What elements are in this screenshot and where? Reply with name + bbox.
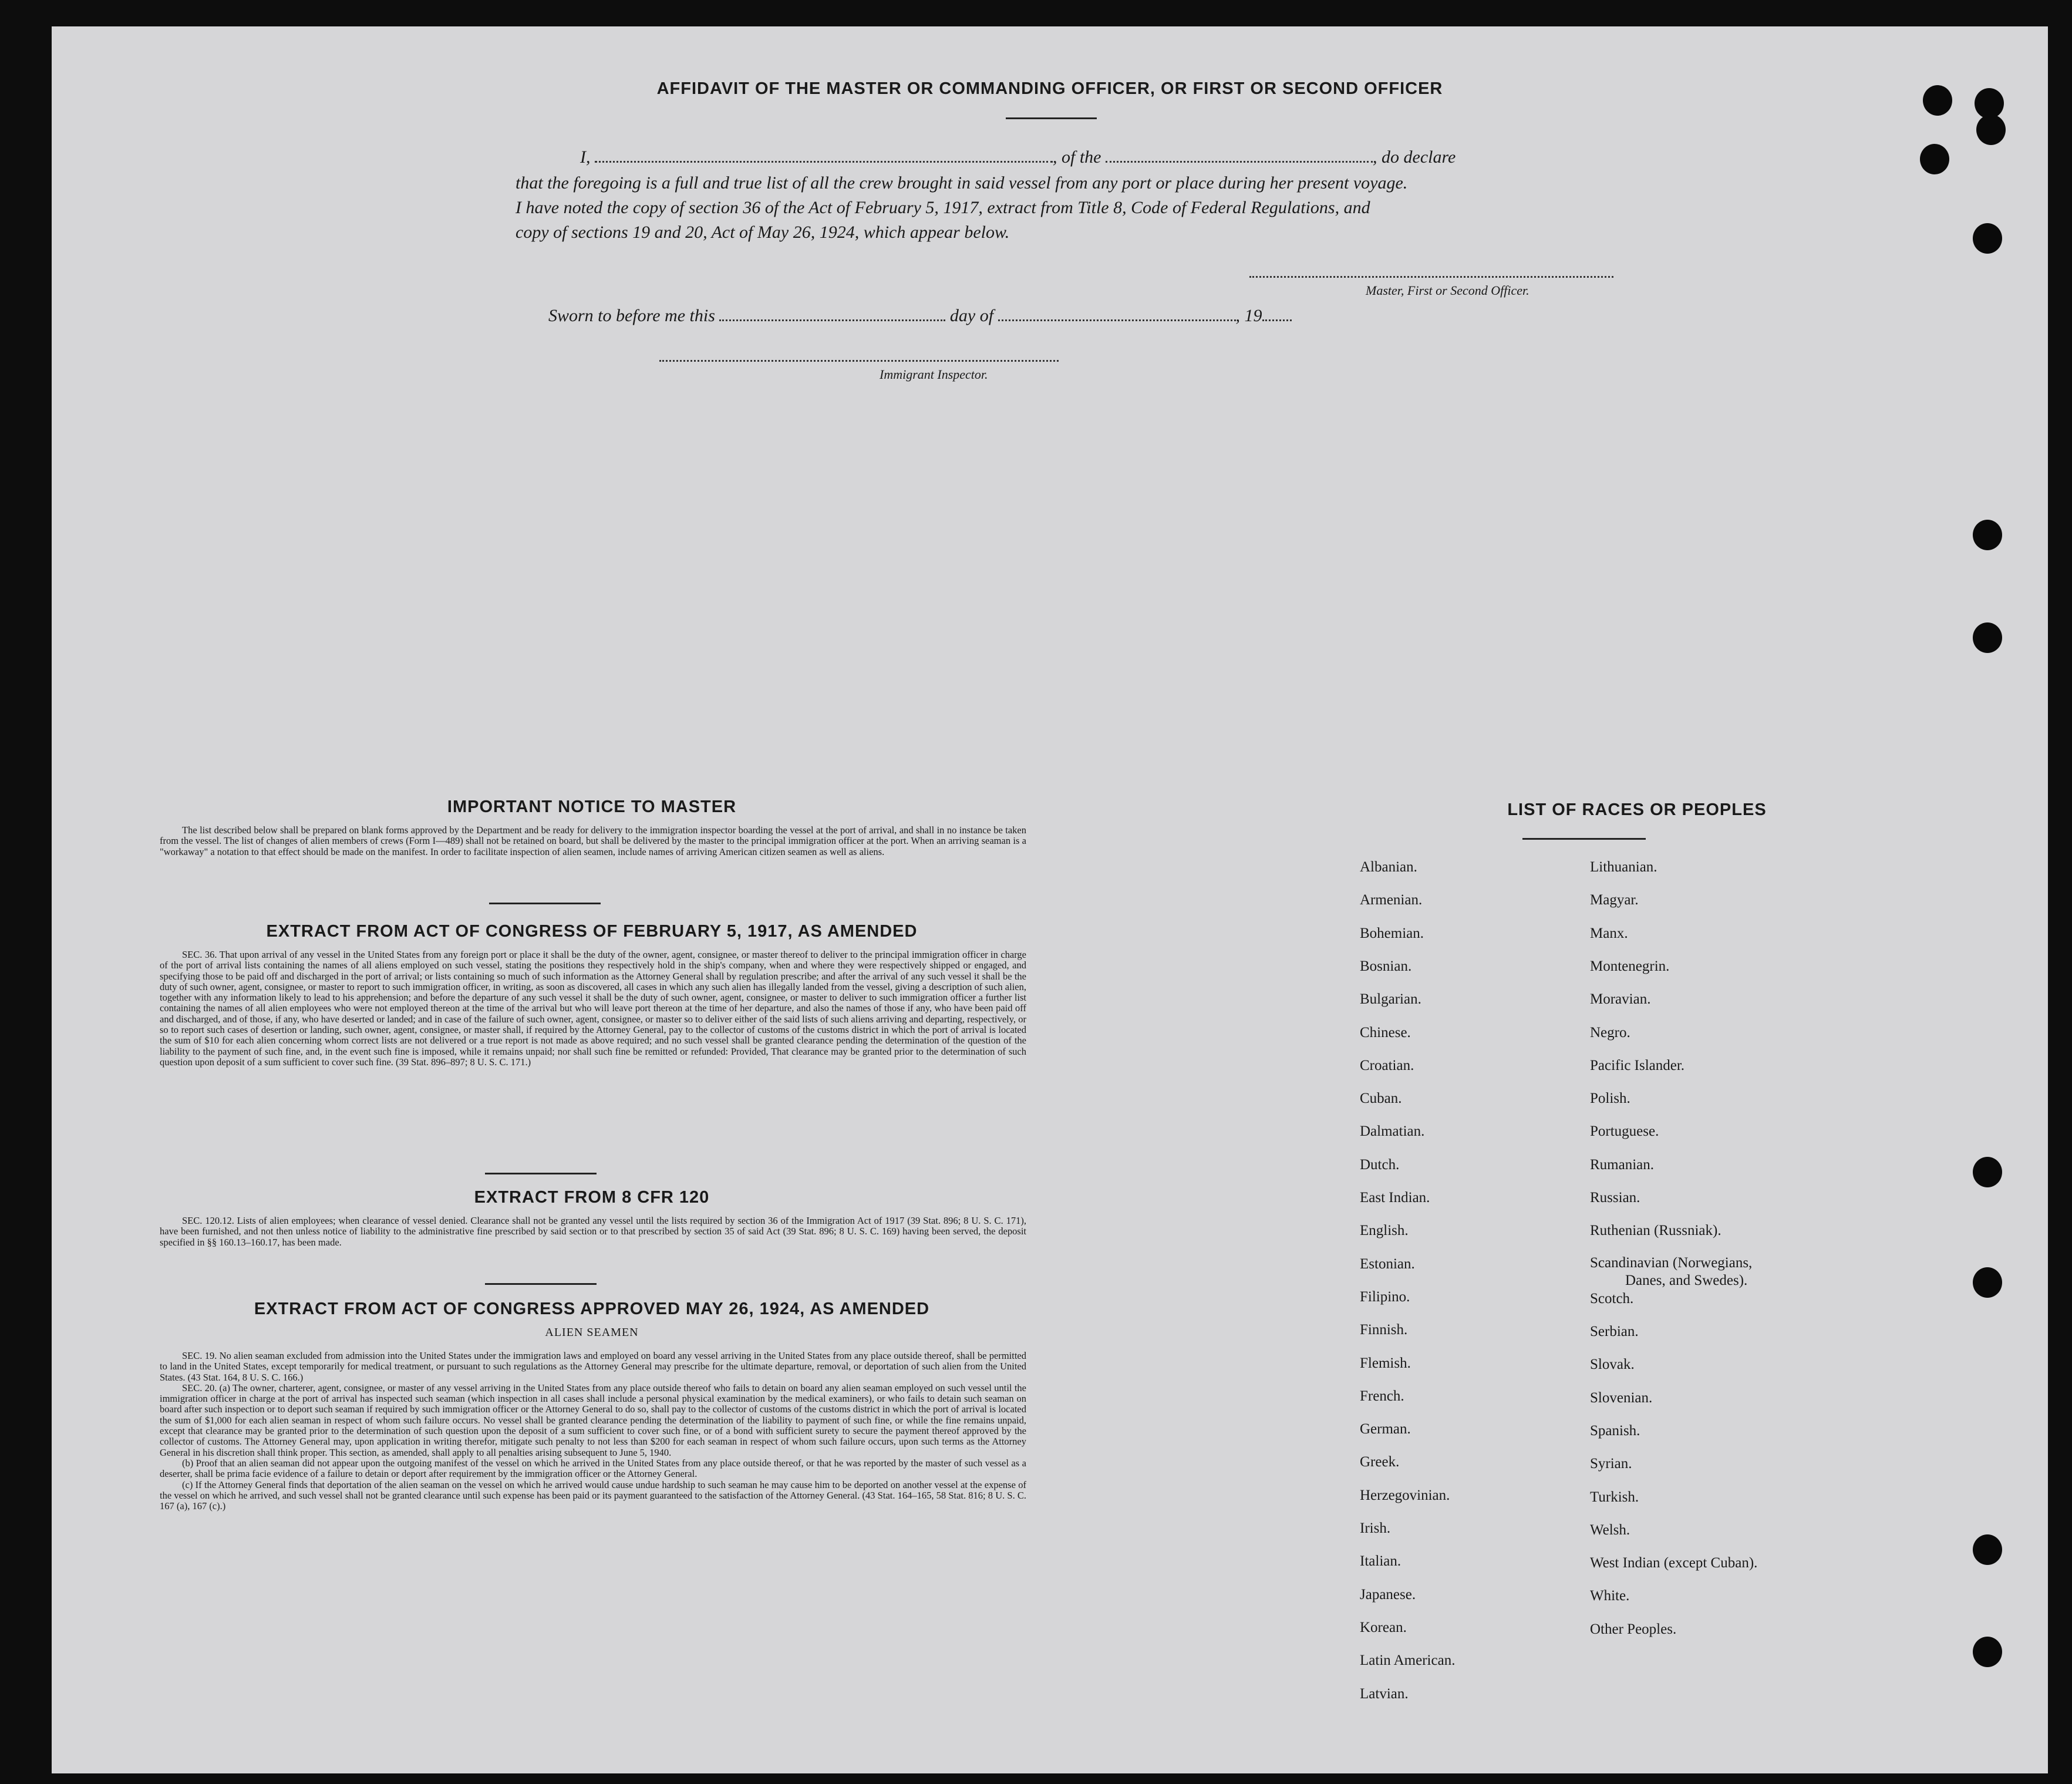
notice-body: The list described below shall be prepared on blank forms approved by the Department and be ready for delivery to the immigration inspector boarding the vessel at the port of arrival, and shall in no instance be taken from the vessel. The list of changes of alien members of crews (Form I—489) shall not be retained on board, but shall be delivered by the master to the principal immigration officer at the port. When an arriving seaman is a "workaway" a notation to that effect should be made on the manifest. In order to facilitate inspection of alien seamen, include names of arriving American citizen seamen as well as aliens. xyxy=(160,824,1026,857)
affidavit-line-3: I have noted the copy of section 36 of the Act of February 5, 1917, extract from Title 8, Code of Federal Regulations, and xyxy=(516,198,1370,217)
sworn-day-field[interactable] xyxy=(719,305,945,321)
punch-hole xyxy=(1973,1637,2002,1667)
race-item: Bosnian. xyxy=(1360,958,1412,974)
sworn-month-field[interactable] xyxy=(998,305,1236,321)
race-item: East Indian. xyxy=(1360,1190,1430,1206)
punch-hole xyxy=(1923,85,1952,116)
alien-seamen-subtitle: ALIEN SEAMEN xyxy=(545,1326,639,1339)
extract-1924-title: EXTRACT FROM ACT OF CONGRESS APPROVED MAY 26, 1924, AS AMENDED xyxy=(254,1300,930,1318)
race-item: Slovak. xyxy=(1590,1356,1635,1373)
race-item: English. xyxy=(1360,1223,1409,1239)
divider-1 xyxy=(489,903,601,904)
race-item: Bohemian. xyxy=(1360,925,1424,941)
punch-hole xyxy=(1973,1267,2002,1298)
race-item: Finnish. xyxy=(1360,1322,1408,1338)
notice-title: IMPORTANT NOTICE TO MASTER xyxy=(447,797,737,816)
punch-hole xyxy=(1973,1157,2002,1187)
race-item: Bulgarian. xyxy=(1360,991,1421,1008)
divider-3 xyxy=(485,1283,597,1285)
race-item: Italian. xyxy=(1360,1553,1401,1570)
race-item: Rumanian. xyxy=(1590,1156,1655,1173)
race-item: Chinese. xyxy=(1360,1024,1411,1041)
race-item: Flemish. xyxy=(1360,1355,1411,1371)
race-item: Turkish. xyxy=(1590,1489,1639,1505)
sworn-line: Sworn to before me this day of , 19 xyxy=(548,305,1292,326)
race-item: Slovenian. xyxy=(1590,1389,1653,1406)
race-item: German. xyxy=(1360,1421,1411,1438)
affidavit-line-2: that the foregoing is a full and true list of all the crew brought in said vessel from any port or place during her present voyage. xyxy=(516,173,1408,193)
inspector-signature-caption: Immigrant Inspector. xyxy=(880,367,988,382)
punch-hole xyxy=(1973,520,2002,550)
punch-hole xyxy=(1920,144,1949,174)
affidavit-declaration-line: I, , of the , do declare xyxy=(580,147,1456,167)
race-item: Scotch. xyxy=(1590,1290,1634,1307)
race-item: Ruthenian (Russniak). xyxy=(1590,1223,1721,1239)
punch-hole xyxy=(1973,1534,2002,1565)
divider-2 xyxy=(485,1173,597,1174)
race-item: Dalmatian. xyxy=(1360,1123,1425,1140)
race-item: Japanese. xyxy=(1360,1586,1416,1603)
race-item: Syrian. xyxy=(1590,1456,1632,1472)
race-item: Lithuanian. xyxy=(1590,859,1657,875)
master-name-field[interactable] xyxy=(595,147,1053,163)
race-item: Korean. xyxy=(1360,1619,1407,1635)
race-item: Russian. xyxy=(1590,1190,1640,1206)
race-item: Croatian. xyxy=(1360,1057,1414,1073)
race-item: Scandinavian (Norwegians, xyxy=(1590,1254,1753,1271)
race-item: Pacific Islander. xyxy=(1590,1057,1685,1073)
race-item: Cuban. xyxy=(1360,1090,1402,1107)
affidavit-line-4: copy of sections 19 and 20, Act of May 26, 1924, which appear below. xyxy=(516,223,1010,242)
race-item: West Indian (except Cuban). xyxy=(1590,1555,1758,1571)
race-item: Other Peoples. xyxy=(1590,1621,1677,1637)
race-item: Montenegrin. xyxy=(1590,958,1670,974)
race-item: Danes, and Swedes). xyxy=(1625,1273,1748,1289)
master-signature-line[interactable] xyxy=(1249,276,1613,278)
race-item: Magyar. xyxy=(1590,892,1639,908)
race-item: Moravian. xyxy=(1590,991,1651,1008)
title-underline xyxy=(1006,117,1097,119)
extract-1917-body: SEC. 36. That upon arrival of any vessel in the United States from any foreign port or place it shall be the duty of the owner, agent, consignee, or master thereof to deliver to the principal immigration officer in charge of the port of arrival lists containing the names of all aliens employed on such vessel, stating the positions they respectively hold in the ship's company, when and where they were respectively shipped or engaged, and specifying those to be paid off and discharged in the port of arrival; or lists containing so much of such information as the Attorney General shall by regulation prescribe; and after the arrival of any such vessel it shall be the duty of such owner, agent, consignee, or master to report to such immigration officer, in writing, as soon as discovered, all cases in which any such alien has illegally landed from the vessel, giving a description of such alien, together with any information likely to lead to his apprehension; and before the departure of any such vessel it shall be the duty of such owner, agent, consignee, or master to deliver to such immigration officer a further list containing the names of all alien employees who were not employed thereon at the time of the arrival but who will leave port thereon at the time of her departure, and also the names of those if any, who have been paid off and discharged, and of those, if any, who have deserted or landed; and in case of the failure of such owner, agent, consignee, or master so to deliver either of the said lists of such aliens arriving and departing, respectively, or so to report such cases of desertion or landing, such owner, agent, consignee, or master shall, if required by the Attorney General, pay to the collector of customs of the customs district in which the port of arrival is located the sum of $10 for each alien concerning whom correct lists are not delivered or a true report is not made as above required; and no such vessel shall be granted clearance pending the determination of the question of the liability to the payment of such fine, and, in the event such fine is imposed, while it remains unpaid; nor shall such fine be remitted or refunded: Provided, That clearance may be granted prior to the determination of such question upon deposit of a sum sufficient to cover such fine. (39 Stat. 896–897; 8 U. S. C. 171.) xyxy=(160,949,1026,1068)
punch-hole xyxy=(1973,223,2002,254)
race-item: White. xyxy=(1590,1588,1630,1604)
extract-1924-body: SEC. 19. No alien seaman excluded from admission into the United States under the immigration laws and employed on board any vessel arriving in the United States from any place outside thereof, shall be permitted to land in the United States, except temporarily for medical treatment, or pursuant to such regulations as the Attorney General may prescribe for the ultimate departure, removal, or deportation of such alien from the United States. (43 Stat. 164, 8 U. S. C. 166.) SEC. 20. (a) The owner, charterer, agent, consignee, or master of any vessel arriving in the United States from any place outside thereof who fails to detain on board any alien seaman employed on such vessel until the immigration officer in charge at the port of arrival has inspected such seaman (which inspection in all cases shall include a personal physical examination by the medical examiners), or who fails to detain such seaman on board after such inspection or to deport such seaman if required by such immigration officer or the Attorney General to do so, shall pay to the collector of customs of the customs district in which the port of arrival is located the sum of $1,000 for each alien seaman in respect of whom such failure occurs. No vessel shall be granted clearance pending the determination of the liability to payment of such fine, or while the fine remains unpaid, except that clearance may be granted prior to the determination of such question upon the deposit of a sum sufficient to cover such fine, or of a bond with sufficient surety to secure the payment thereof approved by the collector of customs. The Attorney General may, upon application in writing therefor, mitigate such penalty to not less than $200 for each seaman in respect of whom such failure occurs, upon such terms as the Attorney General in his discretion shall think proper. This section, as amended, shall apply to all penalties arising subsequent to June 5, 1940. (b) Proof that an alien seaman did not appear upon the outgoing manifest of the vessel on which he arrived in the United States from any place outside thereof, or that he was reported by the master of such vessel as a deserter, shall be prima facie evidence of a failure to detain or deport after requirement by the immigration officer or the Attorney General. (c) If the Attorney General finds that deportation of the alien seaman on the vessel on which he arrived would cause undue hardship to such seaman he may cause him to be deported on another vessel at the expense of the vessel on which he arrived, and such vessel shall not be granted clearance until such expense has been paid or its payment guaranteed to the satisfaction of the Attorney General. (43 Stat. 164–165, 58 Stat. 816; 8 U. S. C. 167 (a), 167 (c).) xyxy=(160,1350,1026,1512)
master-signature-caption: Master, First or Second Officer. xyxy=(1366,283,1529,298)
extract-cfr-title: EXTRACT FROM 8 CFR 120 xyxy=(474,1188,710,1207)
sworn-year-field[interactable] xyxy=(1262,305,1292,321)
race-item: Armenian. xyxy=(1360,892,1423,908)
extract-1917-title: EXTRACT FROM ACT OF CONGRESS OF FEBRUARY 5, 1917, AS AMENDED xyxy=(266,922,918,941)
extract-cfr-body: SEC. 120.12. Lists of alien employees; when clearance of vessel denied. Clearance shall not be granted any vessel until the lists required by section 36 of the Immigration Act of 1917 (39 Stat. 896; 8 U. S. C. 171), have been furnished, and not then unless notice of liability to the administrative fine prescribed by said section or to that prescribed by section 35 of said Act (39 Stat. 896; 8 U. S. C. 169) having been served, the deposit specified in §§ 160.13–160.17, has been made. xyxy=(160,1215,1026,1248)
form-sheet xyxy=(52,26,2048,1773)
race-item: Greek. xyxy=(1360,1454,1400,1470)
race-item: Spanish. xyxy=(1590,1422,1640,1439)
race-item: Polish. xyxy=(1590,1090,1630,1107)
inspector-signature-line[interactable] xyxy=(659,360,1059,362)
race-item: Negro. xyxy=(1590,1024,1630,1041)
race-item: Latvian. xyxy=(1360,1685,1409,1702)
race-item: Welsh. xyxy=(1590,1522,1630,1538)
punch-hole xyxy=(1976,115,2006,145)
affidavit-title: AFFIDAVIT OF THE MASTER OR COMMANDING OFFICER, OR FIRST OR SECOND OFFICER xyxy=(656,79,1443,98)
punch-hole xyxy=(1973,622,2002,653)
vessel-name-field[interactable] xyxy=(1106,147,1373,163)
race-item: Latin American. xyxy=(1360,1652,1456,1669)
race-item: Albanian. xyxy=(1360,859,1417,875)
race-item: Serbian. xyxy=(1590,1324,1639,1339)
race-item: Dutch. xyxy=(1360,1156,1400,1173)
races-underline xyxy=(1522,838,1646,840)
race-item: Herzegovinian. xyxy=(1360,1487,1450,1503)
race-item: Manx. xyxy=(1590,925,1628,941)
race-item: Filipino. xyxy=(1360,1288,1410,1305)
races-title: LIST OF RACES OR PEOPLES xyxy=(1507,800,1767,819)
race-item: Portuguese. xyxy=(1590,1123,1659,1140)
race-item: Estonian. xyxy=(1360,1255,1415,1272)
race-item: French. xyxy=(1360,1388,1404,1404)
race-item: Irish. xyxy=(1360,1520,1391,1536)
